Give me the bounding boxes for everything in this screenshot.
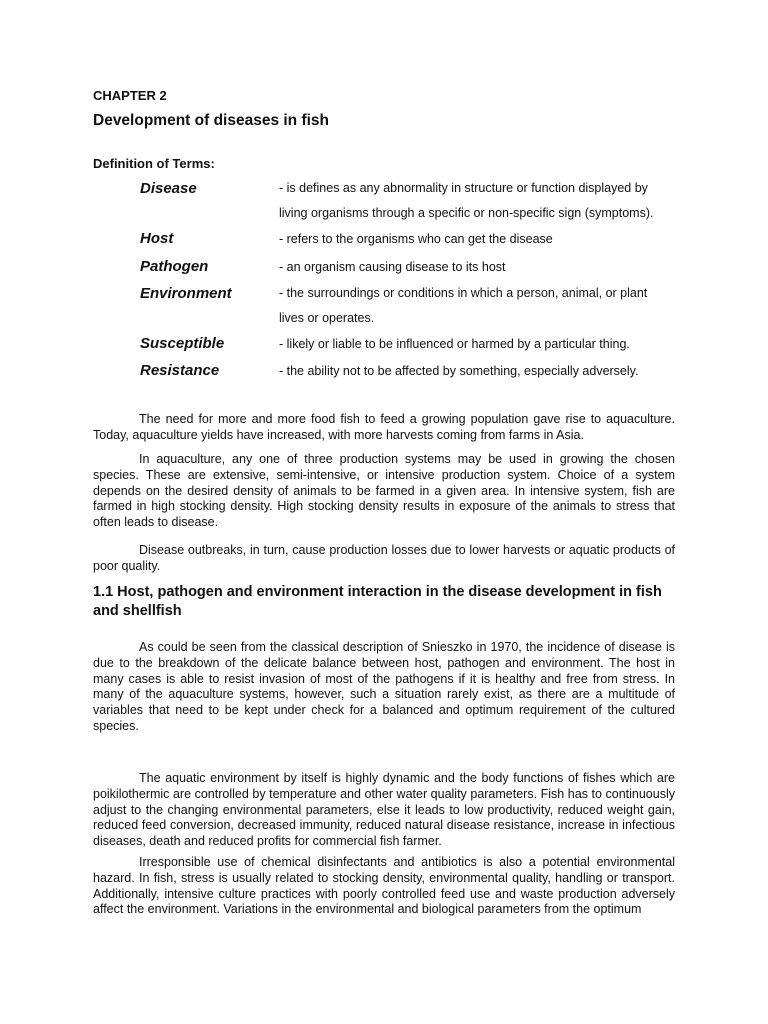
definition-susceptible: - likely or liable to be influenced or harmed by a particular thing. [279, 337, 630, 351]
definition-pathogen: - an organism causing disease to its host [279, 260, 506, 274]
body-paragraph: As could be seen from the classical description of Snieszko in 1970, the incidence of disease is due to the breakdown of the delicate balance between host, pathogen and environment. The host in many cases is able to resist invasion of most of the pathogens if it is healthy and free from stress. In many of the aquaculture systems, however, such a situation rarely exist, as there are a multitude of variables that need to be kept under check for a balanced and optimum requirement of the cultured species. [93, 640, 675, 733]
intro-paragraph: The need for more and more food fish to feed a growing population gave rise to aquaculture. Today, aquaculture yields have increased, with more harvests coming from farms in Asia. [93, 412, 675, 442]
intro-paragraph: In aquaculture, any one of three production systems may be used in growing the chosen species. These are extensive, semi-intensive, or intensive production system. Choice of a system depends on the desired density of animals to be farmed in a given area. In intensive system, fish are farmed in high stocking density. High stocking density results in exposure of the animals to stress that often leads to disease. [93, 452, 675, 530]
intro-paragraph: Disease outbreaks, in turn, cause production losses due to lower harvests or aquatic products of poor quality. [93, 543, 675, 573]
body-paragraph: Irresponsible use of chemical disinfectants and antibiotics is also a potential environmental hazard. In fish, stress is usually related to stocking density, environmental quality, handling or transport. Additionally, intensive culture practices with poorly controlled feed use and waste production adversely affect the environment. Variations in the environmental and biological parameters from the optimum [93, 855, 675, 917]
chapter-title: Development of diseases in fish [93, 112, 330, 129]
definition-host: - refers to the organisms who can get the disease [279, 232, 553, 246]
term-pathogen: Pathogen [140, 258, 209, 275]
body-paragraph: The aquatic environment by itself is highly dynamic and the body functions of fishes which are poikilothermic are controlled by temperature and other water quality parameters. Fish has to continuously adjust to the changing environmental parameters, else it leads to low productivity, reduced weight gain, reduced feed conversion, decreased immunity, reduced natural disease resistance, increase in infectious diseases, death and reduced profits for commercial fish farmer. [93, 771, 675, 849]
chapter-label: CHAPTER 2 [93, 88, 167, 103]
term-environment: Environment [140, 285, 232, 302]
term-disease: Disease [140, 180, 197, 197]
definition-environment: - the surroundings or conditions in which a person, animal, or plant lives or operates. [279, 286, 648, 325]
section-heading: 1.1 Host, pathogen and environment interaction in the disease development in fish and shellfish [93, 584, 662, 619]
definition-resistance: - the ability not to be affected by something, especially adversely. [279, 364, 639, 378]
term-host: Host [140, 230, 174, 247]
term-resistance: Resistance [140, 362, 220, 379]
term-susceptible: Susceptible [140, 335, 225, 352]
definitions-heading: Definition of Terms: [93, 156, 215, 171]
definition-disease: - is defines as any abnormality in structure or function displayed by living organisms through a specific or non-specific sign (symptoms). [279, 181, 654, 220]
